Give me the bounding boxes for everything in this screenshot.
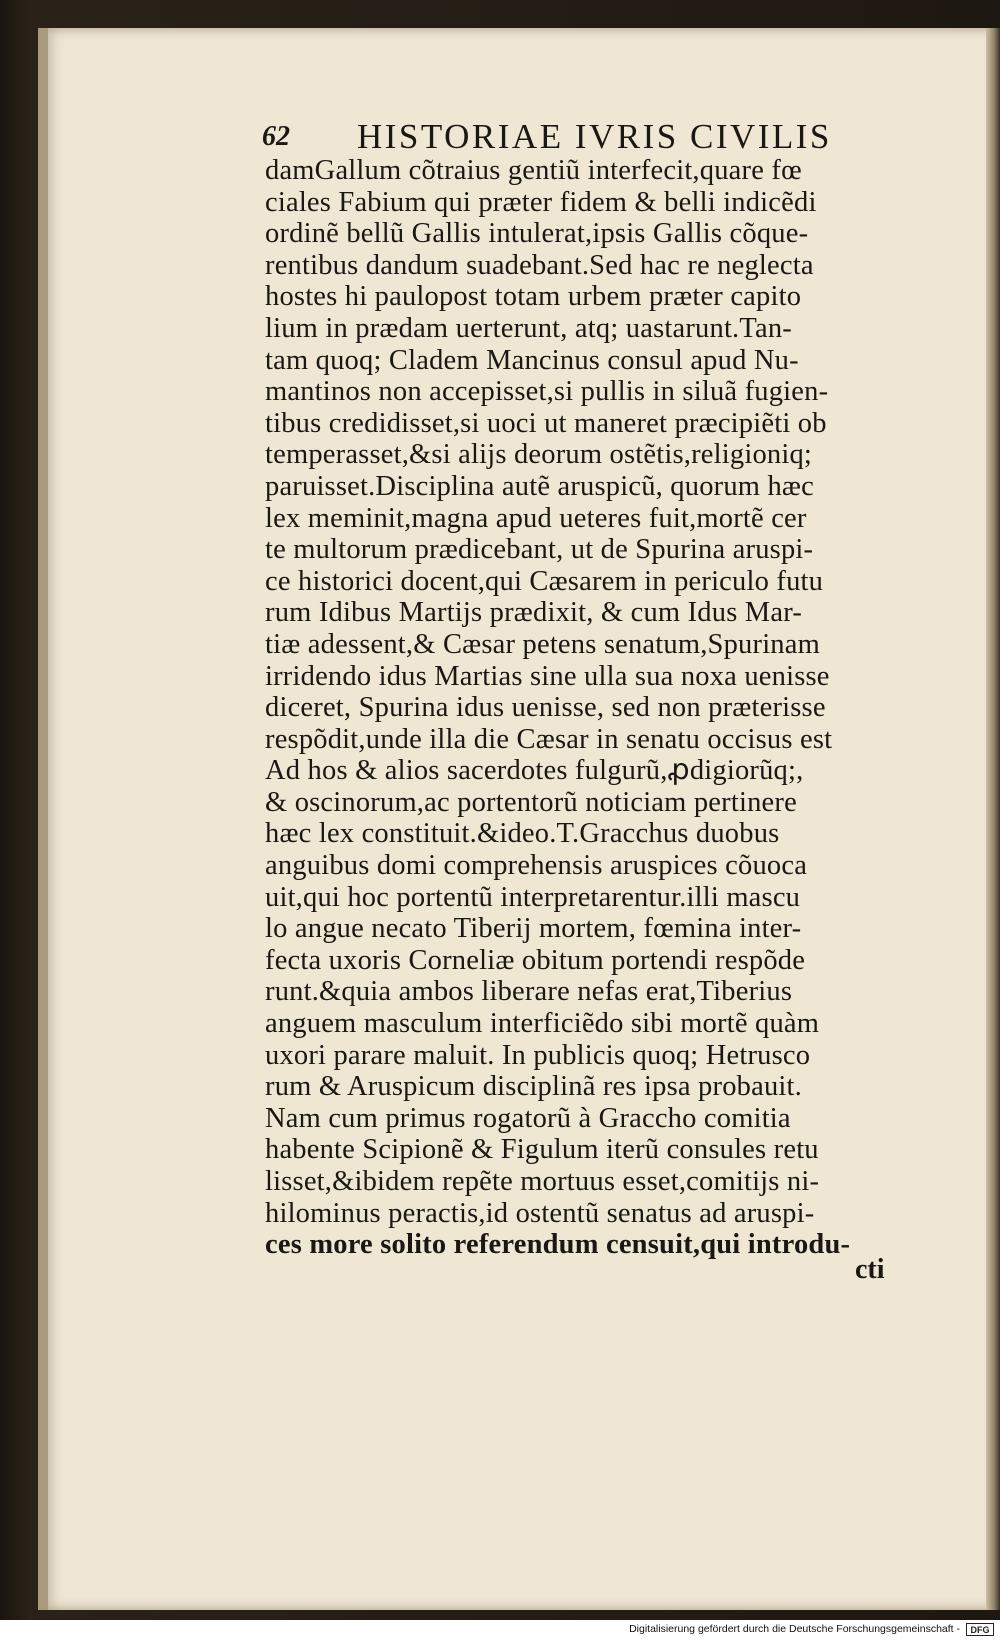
text-line: tiæ adessent,& Cæsar petens senatum,Spurinam	[265, 628, 820, 660]
text-line: lo angue necato Tiberij mortem, fœmina inter-	[265, 913, 802, 945]
text-line: habente Scipionẽ & Figulum iterũ consules retu	[265, 1134, 819, 1166]
text-line: hostes hi paulopost totam urbem præter capito	[265, 281, 802, 313]
text-line: uit,qui hoc portentũ interpretarentur.illi mascu	[265, 881, 801, 913]
text-line: & oscinorum,ac portentorũ noticiam pertinere	[265, 786, 797, 818]
text-line: damGallum cõtraius gentiũ interfecit,quare fœ	[265, 155, 802, 186]
text-line: Ad hos & alios sacerdotes fulgurũ,ꝓdigiorũq;,	[265, 755, 804, 787]
page-header	[262, 117, 902, 159]
text-line: uxori parare maluit. In publicis quoq; Hetrusco	[265, 1039, 811, 1071]
text-line: respõdit,unde illa die Cæsar in senatu occisus est	[265, 723, 833, 755]
text-line: tibus credidisset,si uoci ut maneret præcipiẽti ob	[265, 407, 827, 439]
text-line: lisset,&ibidem repẽte mortuus esset,comitijs ni-	[265, 1166, 820, 1197]
body-text	[265, 155, 925, 1261]
page-edge	[986, 28, 1000, 1610]
footer-credit: Digitalisierung gefördert durch die Deutsche Forschungsgemeinschaft -	[629, 1623, 960, 1635]
text-line: rentibus dandum suadebant.Sed hac re neglecta	[265, 249, 814, 281]
page-number: 62	[262, 121, 290, 152]
text-line: rum Idibus Martijs prædixit, & cum Idus Mar-	[265, 597, 803, 629]
text-line: diceret, Spurina idus uenisse, sed non præterisse	[265, 692, 826, 724]
text-line: hæc lex constituit.&ideo.T.Gracchus duobus	[265, 818, 780, 850]
text-line: mantinos non accepisset,si pullis in siluã fugien-	[265, 376, 829, 408]
text-line: irridendo idus Martias sine ulla sua noxa uenisse	[265, 660, 830, 692]
text-line: paruisset.Disciplina autẽ aruspicũ, quorum hæc	[265, 470, 814, 502]
dfg-logo: DFG	[966, 1623, 994, 1636]
text-line: hilominus peractis,id ostentũ senatus ad aruspi-	[265, 1197, 815, 1229]
footer-bar	[0, 1620, 1000, 1641]
text-line: te multorum prædicebant, ut de Spurina aruspi-	[265, 534, 814, 566]
catchword: cti	[855, 1254, 885, 1285]
text-line: fecta uxoris Corneliæ obitum portendi respõde	[265, 944, 806, 976]
text-line: rum & Aruspicum disciplinã res ipsa probauit.	[265, 1071, 802, 1103]
text-line: anguem masculum interficiẽdo sibi mortẽ quàm	[265, 1008, 820, 1040]
text-line: tam quoq; Cladem Mancinus consul apud Nu-	[265, 344, 799, 376]
text-line: ordinẽ bellũ Gallis intulerat,ipsis Gallis cõque-	[265, 218, 809, 250]
text-line: lex meminit,magna apud ueteres fuit,mortẽ cer	[265, 502, 807, 534]
text-line: anguibus domi comprehensis aruspices cõuoca	[265, 850, 808, 882]
text-line: ciales Fabium qui præter fidem & belli indicẽdi	[265, 186, 817, 218]
text-line: Nam cum primus rogatorũ à Graccho comitia	[265, 1102, 791, 1134]
text-line: runt.&quia ambos liberare nefas erat,Tiberius	[265, 976, 793, 1008]
text-line: ce historici docent,qui Cæsarem in periculo futu	[265, 565, 824, 597]
running-head: HISTORIAE IVRIS CIVILIS	[357, 117, 832, 156]
text-line: temperasset,&si alijs deorum ostẽtis,religioniq;	[265, 439, 813, 471]
text-line: lium in prædam uerterunt, atq; uastarunt.Tan-	[265, 312, 792, 344]
text-line-last: ces more solito referendum censuit,qui introdu-	[265, 1229, 851, 1261]
